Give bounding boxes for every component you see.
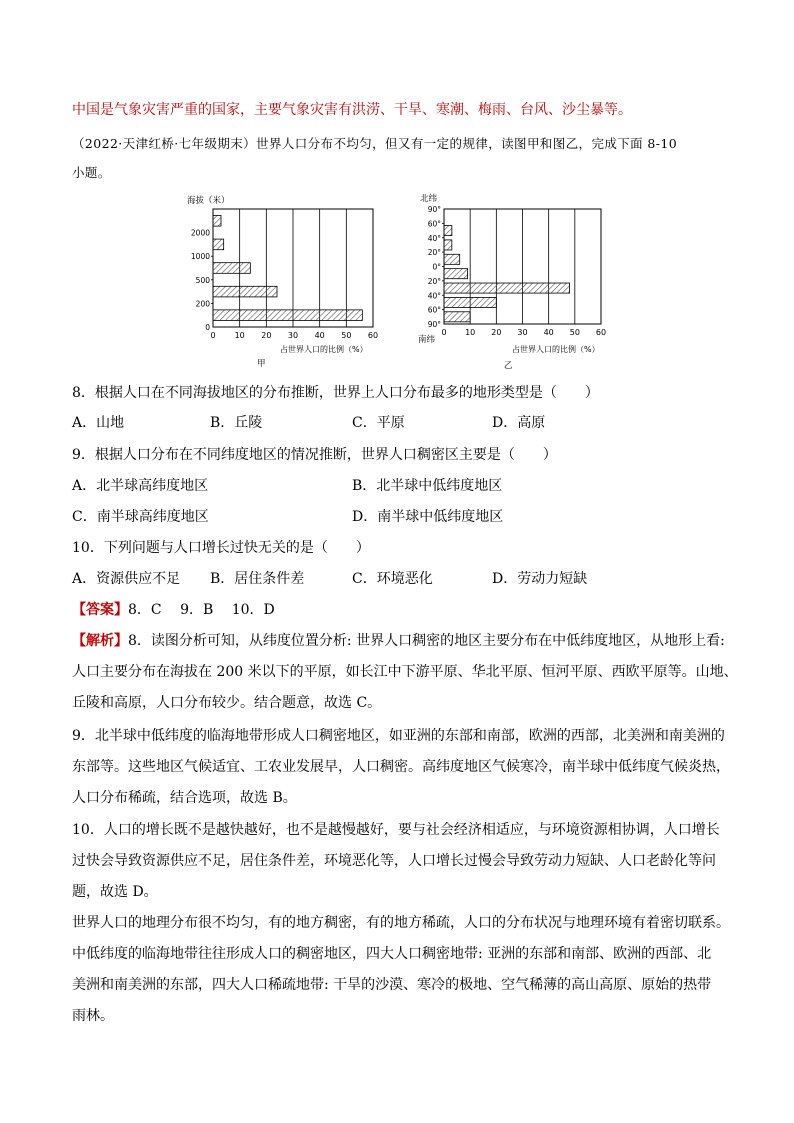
chart-yi-ylabel-north: 北纬 — [420, 194, 438, 204]
jia-xtick-label: 30 — [287, 331, 299, 340]
analysis-line-1 — [72, 632, 725, 650]
analysis-line-4: 9．北半球中低纬度的临海地带形成人口稠密地区，如亚洲的东部和南部，欧洲的西部，北美洲和南美洲的 — [72, 728, 725, 744]
yi-ytick-label: 90° — [427, 320, 441, 329]
yi-xtick-label: 20 — [491, 328, 502, 337]
jia-xtick-label: 40 — [314, 331, 325, 340]
jia-xtick-label: 60 — [367, 331, 379, 340]
jia-bar — [213, 239, 224, 250]
analysis-line-2: 人口主要分布在海拔在 200 米以下的平原，如长江中下游平原、华北平原、恒河平原、西欧平原等。山地、 — [72, 664, 738, 680]
yi-bar — [444, 297, 496, 307]
analysis-line-9: 题，故选 D。 — [72, 884, 158, 900]
q10-question: 10．下列问题与人口增长过快无关的是（ ） — [72, 540, 370, 556]
answer-line — [72, 601, 275, 619]
jia-bar — [213, 263, 250, 274]
summary-line-2: 中低纬度的临海地带往往形成人口的稠密地区，四大人口稠密地带: 亚洲的东部和南部、欧洲的西部、北 — [72, 946, 712, 962]
yi-ytick-label: 60° — [427, 219, 441, 229]
yi-ytick-label: 40° — [427, 291, 441, 301]
yi-xtick-label: 30 — [517, 328, 528, 337]
analysis-label: 【解析】 — [72, 633, 128, 649]
jia-xtick-label: 20 — [261, 331, 272, 340]
yi-xtick-label: 50 — [569, 328, 580, 337]
jia-ytick-label: 200 — [195, 299, 210, 309]
chart-jia-title: 甲 — [257, 359, 266, 369]
jia-xtick-label: 50 — [341, 331, 352, 340]
question-stem-line1: （2022·天津红桥·七年级期末）世界人口分布不均匀，但又有一定的规律，读图甲和图乙，完成下面 8-10 — [72, 136, 678, 151]
question-stem-line2: 小题。 — [72, 165, 111, 180]
yi-bar — [444, 226, 452, 236]
yi-bar — [444, 312, 470, 322]
q10-option-c[interactable]: C．环境恶化 — [352, 571, 433, 587]
chart-jia — [180, 190, 390, 370]
q10-option-a[interactable]: A．资源供应不足 — [72, 571, 181, 587]
jia-ytick-label: 0 — [205, 323, 210, 332]
analysis-line-3: 丘陵和高原，人口分布较少。结合题意，故选 C。 — [72, 695, 382, 711]
chart-jia-ylabel: 海拔（米） — [187, 196, 230, 206]
analysis-line-8: 过快会导致资源供应不足，居住条件差，环境恶化等，人口增长过慢会导致劳动力短缺、人口老龄化等问 — [72, 853, 716, 869]
yi-ytick-label: 20° — [427, 276, 441, 286]
q9-option-b[interactable]: B．北半球中低纬度地区 — [352, 478, 503, 494]
yi-xtick-label: 60 — [595, 328, 607, 337]
summary-line-4: 雨林。 — [72, 1008, 114, 1024]
q8-option-d[interactable]: D．高原 — [492, 415, 546, 431]
q8-option-c[interactable]: C．平原 — [352, 415, 405, 431]
yi-ytick-label: 40° — [427, 233, 441, 243]
yi-ytick-label: 60° — [427, 305, 441, 315]
jia-ytick-label: 500 — [195, 275, 210, 285]
yi-bar — [444, 254, 460, 264]
chart-yi-xlabel: 占世界人口的比例（%） — [512, 345, 600, 354]
q8-question: 8．根据人口在不同海拔地区的分布推断，世界上人口分布最多的地形类型是（ ） — [72, 385, 599, 401]
analysis-line-5: 东部等。这些地区气候适宜、工农业发展早，人口稠密。高纬度地区气候寒冷，南半球中低纬度气候炎热， — [72, 759, 730, 775]
jia-bar — [213, 310, 362, 321]
chart-yi-ylabel-south: 南纬 — [418, 335, 436, 345]
jia-xtick-label: 10 — [234, 331, 245, 340]
q9-option-d[interactable]: D．南半球中低纬度地区 — [352, 509, 504, 525]
chart-yi — [416, 190, 626, 370]
q8-option-b[interactable]: B．丘陵 — [210, 415, 263, 431]
analysis-line-6: 人口分布稀疏，结合选项，故选 B。 — [72, 790, 297, 806]
yi-xtick-label: 0 — [441, 328, 447, 337]
jia-xtick-label: 0 — [210, 331, 216, 340]
chart-yi-title: 乙 — [504, 361, 513, 370]
jia-bar — [213, 215, 221, 226]
q9-question: 9．根据人口分布在不同纬度地区的情况推断，世界人口稠密区主要是（ ） — [72, 447, 557, 463]
yi-xtick-label: 10 — [465, 328, 476, 337]
answer-text: 8．C 9．B 10．D — [128, 602, 275, 618]
q9-option-a[interactable]: A．北半球高纬度地区 — [72, 478, 209, 494]
answer-label: 【答案】 — [72, 602, 128, 618]
jia-ytick-label: 1000 — [190, 252, 210, 262]
q10-option-d[interactable]: D．劳动力短缺 — [492, 571, 588, 587]
chart-jia-xlabel: 占世界人口的比例（%） — [280, 345, 368, 354]
yi-ytick-label: 90° — [427, 205, 441, 214]
yi-bar — [444, 283, 570, 293]
summary-line-3: 美洲和南美洲的东部，四大人口稀疏地带: 干旱的沙漠、寒冷的极地、空气稀薄的高山高原、原始的热带 — [72, 977, 712, 993]
q10-option-b[interactable]: B．居住条件差 — [210, 571, 305, 587]
analysis-line-7: 10．人口的增长既不是越快越好，也不是越慢越好，要与社会经济相适应，与环境资源相协调，人口增长 — [72, 822, 720, 838]
jia-bar — [213, 286, 277, 297]
analysis-text-1: 8．读图分析可知，从纬度位置分析: 世界人口稠密的地区主要分布在中低纬度地区，从地形上看: — [128, 633, 725, 649]
yi-xtick-label: 40 — [543, 328, 554, 337]
summary-line-1: 世界人口的地理分布很不均匀，有的地方稠密，有的地方稀疏，人口的分布状况与地理环境有着密切联系。 — [72, 915, 730, 931]
yi-ytick-label: 0° — [432, 262, 441, 272]
yi-bar — [444, 240, 452, 250]
jia-ytick-label: 2000 — [190, 228, 210, 238]
yi-ytick-label: 20° — [427, 248, 441, 258]
yi-bar — [444, 269, 468, 279]
intro-sentence: 中国是气象灾害严重的国家，主要气象灾害有洪涝、干旱、寒潮、梅雨、台风、沙尘暴等。 — [72, 102, 632, 118]
q9-option-c[interactable]: C．南半球高纬度地区 — [72, 509, 209, 525]
q8-option-a[interactable]: A．山地 — [72, 415, 125, 431]
